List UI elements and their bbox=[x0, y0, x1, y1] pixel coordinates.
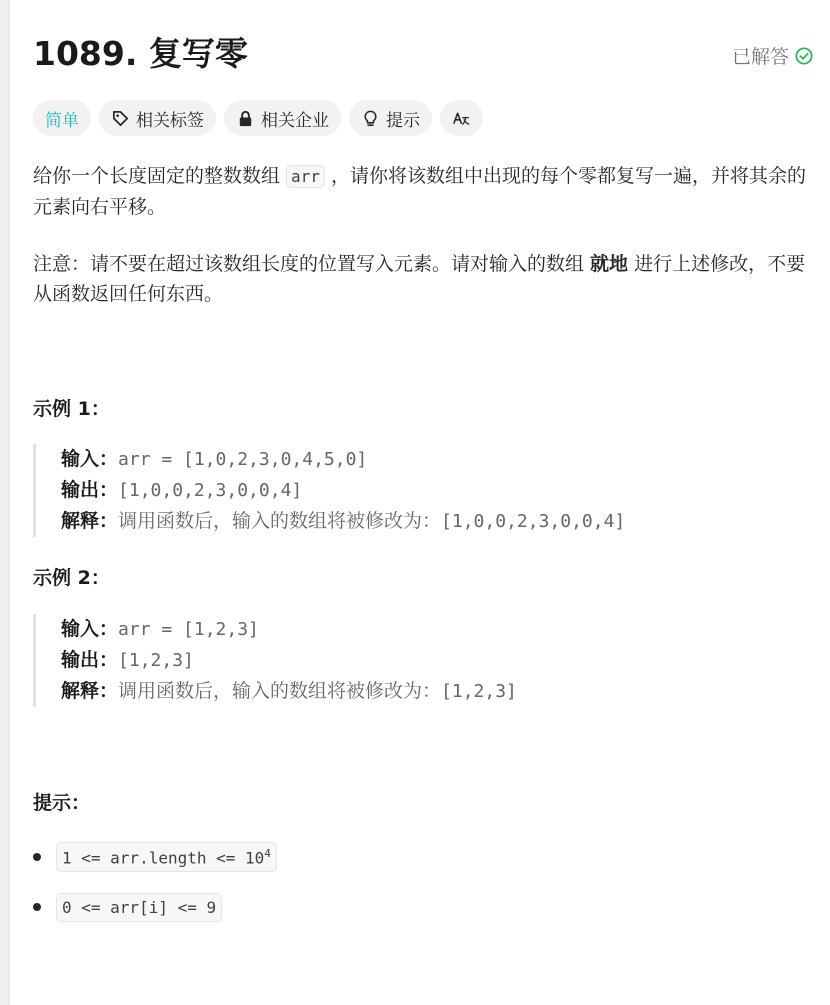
hints-tag[interactable] bbox=[349, 100, 432, 136]
note-bold-text: 就地 bbox=[590, 253, 629, 275]
constraint-code bbox=[56, 842, 277, 872]
example-1-output bbox=[61, 475, 793, 506]
companies-tag[interactable] bbox=[224, 100, 341, 136]
related-topics-label: 相关标签 bbox=[136, 110, 204, 131]
output-label: 输出： bbox=[61, 479, 119, 501]
input-label: 输入： bbox=[61, 618, 119, 640]
difficulty-tag[interactable] bbox=[33, 100, 91, 136]
bullet-dot bbox=[33, 903, 41, 911]
explanation-value: [1,2,3] bbox=[441, 681, 517, 702]
constraint-2-text: 0 <= arr[i] <= 9 bbox=[62, 897, 217, 917]
tag-icon bbox=[111, 109, 130, 128]
explanation-label: 解释： bbox=[61, 510, 119, 532]
example-1-block bbox=[33, 444, 793, 537]
inline-code-arr: arr bbox=[286, 165, 325, 188]
problem-tags bbox=[33, 100, 483, 136]
example-2-output bbox=[61, 645, 793, 676]
explanation-text: 调用函数后，输入的数组将被修改为： bbox=[118, 680, 442, 702]
description-paragraph-2 bbox=[33, 249, 808, 309]
translate-button[interactable] bbox=[440, 100, 483, 136]
constraint-1-text: 1 <= arr.length <= 10 bbox=[62, 848, 265, 868]
explanation-label: 解释： bbox=[61, 680, 119, 702]
example-2-block bbox=[33, 614, 793, 707]
check-circle-icon bbox=[795, 47, 813, 65]
example-1-heading: 示例 1： bbox=[33, 398, 110, 420]
hints-label: 提示 bbox=[386, 110, 420, 131]
list-item bbox=[33, 890, 277, 924]
output-label: 输出： bbox=[61, 649, 119, 671]
difficulty-label: 简单 bbox=[45, 110, 79, 131]
constraint-code bbox=[56, 893, 222, 922]
list-item bbox=[33, 840, 277, 874]
example-2-explanation bbox=[61, 676, 793, 707]
output-value: [1,2,3] bbox=[118, 650, 194, 671]
solved-status bbox=[732, 42, 813, 69]
output-value: [1,0,0,2,3,0,0,4] bbox=[118, 480, 303, 501]
input-label: 输入： bbox=[61, 448, 119, 470]
input-value: arr = [1,2,3] bbox=[118, 619, 259, 640]
bullet-dot bbox=[33, 853, 41, 861]
explanation-value: [1,0,0,2,3,0,0,4] bbox=[441, 511, 626, 532]
solved-status-label: 已解答 bbox=[731, 46, 789, 68]
constraints-list bbox=[33, 840, 277, 940]
note-text: 注意：请不要在超过该数组长度的位置写入元素。请对输入的数组 bbox=[33, 253, 591, 275]
translate-icon bbox=[452, 109, 471, 128]
example-2-input bbox=[61, 614, 793, 645]
example-2-heading: 示例 2： bbox=[33, 567, 110, 589]
title-row bbox=[33, 30, 813, 80]
left-panel-edge bbox=[0, 0, 10, 1005]
description-text: ，请你将该数组中出现的每个零都复写一遍，并将其余的元素向右平移。 bbox=[33, 165, 806, 218]
problem-title[interactable]: 1089. 复写零 bbox=[33, 34, 248, 73]
lightbulb-icon bbox=[361, 109, 380, 128]
explanation-text: 调用函数后，输入的数组将被修改为： bbox=[118, 510, 442, 532]
companies-label: 相关企业 bbox=[261, 110, 329, 131]
constraints-heading: 提示： bbox=[33, 792, 91, 814]
example-1-input bbox=[61, 444, 793, 475]
lock-icon bbox=[236, 109, 255, 128]
description-paragraph-1 bbox=[33, 161, 808, 222]
input-value: arr = [1,0,2,3,0,4,5,0] bbox=[118, 449, 368, 470]
note-text: 进行上述修改，不要从函数返回任何东西。 bbox=[33, 253, 806, 305]
description-text: 给你一个长度固定的整数数组 bbox=[33, 165, 287, 187]
related-topics-tag[interactable] bbox=[99, 100, 216, 136]
constraint-1-exponent: 4 bbox=[264, 846, 271, 860]
example-1-explanation bbox=[61, 506, 793, 537]
